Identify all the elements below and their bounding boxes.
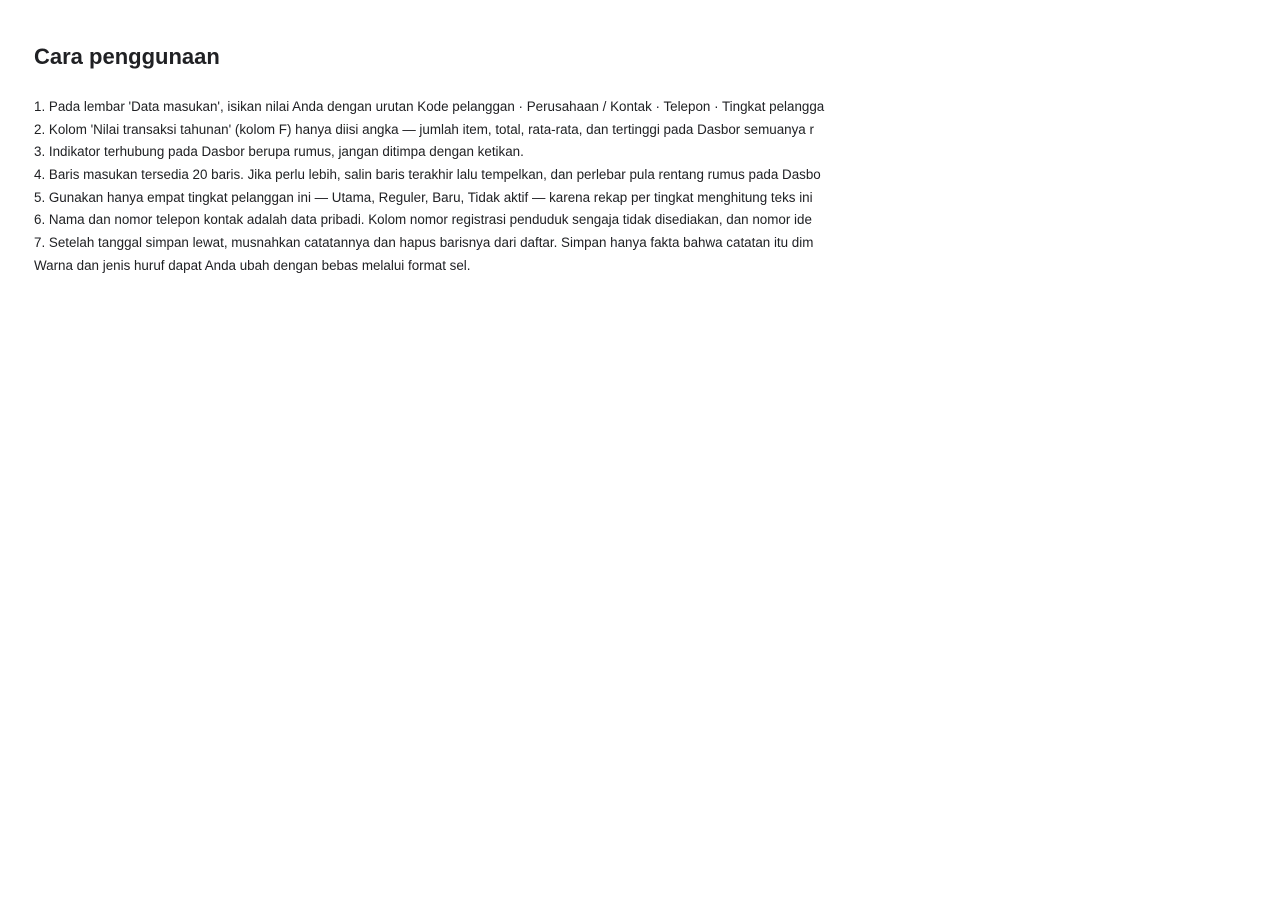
- instruction-line-2[interactable]: 2. Kolom 'Nilai transaksi tahunan' (kolom F) hanya diisi angka — jumlah item, total, rata-rata, dan tertinggi pada Dasbor semuanya r: [34, 121, 814, 137]
- instruction-line-4[interactable]: 4. Baris masukan tersedia 20 baris. Jika perlu lebih, salin baris terakhir lalu tempelkan, dan perlebar pula rentang rumus pada Dasbo: [34, 167, 821, 183]
- instruction-line-1[interactable]: 1. Pada lembar 'Data masukan', isikan nilai Anda dengan urutan Kode pelanggan · Perusahaan / Kontak · Telepon · Tingkat pelangga: [34, 99, 825, 114]
- instruction-line-5[interactable]: 5. Gunakan hanya empat tingkat pelanggan ini — Utama, Reguler, Baru, Tidak aktif — karena rekap per tingkat menghitung teks ini: [34, 189, 813, 205]
- page-title: Cara penggunaan: [34, 44, 220, 69]
- instructions-list: [34, 96, 838, 278]
- format-note-line[interactable]: Warna dan jenis huruf dapat Anda ubah dengan bebas melalui format sel.: [34, 257, 471, 273]
- instruction-line-3[interactable]: 3. Indikator terhubung pada Dasbor berupa rumus, jangan ditimpa dengan ketikan.: [34, 144, 524, 160]
- instruction-line-7[interactable]: 7. Setelah tanggal simpan lewat, musnahkan catatannya dan hapus barisnya dari daftar. Simpan hanya fakta bahwa catatan itu dim: [34, 235, 814, 251]
- instruction-line-6[interactable]: 6. Nama dan nomor telepon kontak adalah data pribadi. Kolom nomor registrasi penduduk sengaja tidak disediakan, dan nomor ide: [34, 212, 812, 228]
